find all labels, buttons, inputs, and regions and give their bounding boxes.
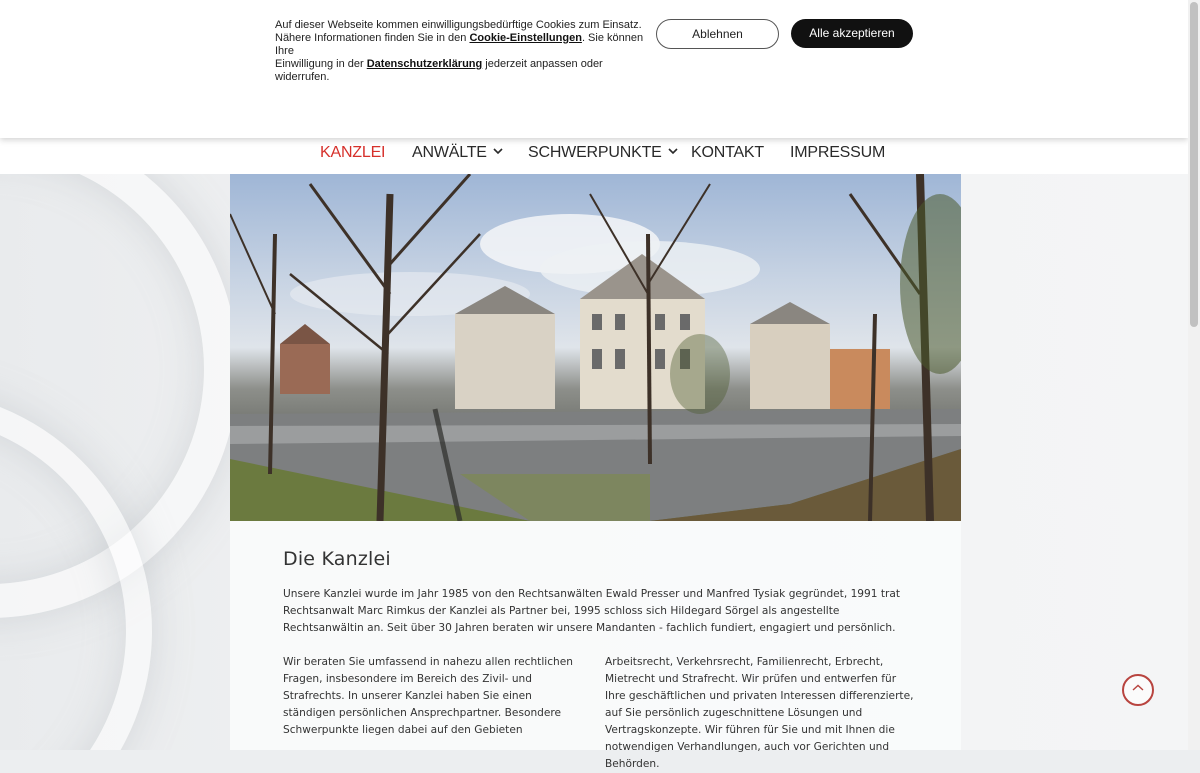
chevron-up-icon <box>1132 684 1144 692</box>
nav-item-label: KONTAKT <box>691 144 764 161</box>
vertical-scrollbar[interactable] <box>1188 0 1200 750</box>
page-title: Die Kanzlei <box>283 548 391 570</box>
nav-item-kontakt[interactable] <box>691 138 764 168</box>
scroll-to-top-button[interactable] <box>1122 674 1154 706</box>
cookie-settings-link[interactable]: Cookie-Einstellungen <box>469 32 582 44</box>
accept-all-cookies-button[interactable]: Alle akzeptieren <box>791 19 913 48</box>
decline-cookies-button[interactable]: Ablehnen <box>656 19 779 49</box>
cookie-line-3-prefix: Einwilligung in der <box>275 58 367 70</box>
nav-item-kanzlei[interactable] <box>320 138 385 168</box>
nav-item-anwaelte[interactable] <box>412 138 503 168</box>
chevron-down-icon <box>493 148 503 155</box>
cookie-line-3-suffix: jederzeit anpassen oder widerrufen. <box>275 58 603 83</box>
services-paragraph-right: Arbeitsrecht, Verkehrsrecht, Familienrecht, Erbrecht, Mietrecht und Strafrecht. Wir prüfen und entwerfen für Ihre geschäftlichen und privaten Interessen differenzierte, auf Sie persönlich zugeschnittene Lösungen und Vertragskonzepte. Wir führen für Sie und mit Ihnen die notwendigen Verhandlungen, auch vor Gerichten und Behörden. <box>605 656 914 770</box>
intro-paragraph: Unsere Kanzlei wurde im Jahr 1985 von den Rechtsanwälten Ewald Presser und Manfred Tysiak gegründet, 1991 trat Rechtsanwalt Marc Rimkus der Kanzlei als Partner bei, 1995 schloss sich Hildegard Sörgel als angestellte Rechtsanwältin an. Seit über 30 Jahren beraten wir unsere Mandanten - fachlich fundiert, engagiert und persönlich. <box>283 588 901 634</box>
chevron-down-icon <box>668 148 678 155</box>
nav-item-label: KANZLEI <box>320 144 386 161</box>
cookie-line-1: Auf dieser Webseite kommen einwilligungsbedürftige Cookies zum Einsatz. <box>275 19 642 31</box>
nav-item-label: SCHWERPUNKTE <box>528 144 662 161</box>
scrollbar-thumb[interactable] <box>1190 2 1198 327</box>
cookie-line-2-suffix: . Sie können Ihre <box>275 32 644 57</box>
nav-item-impressum[interactable] <box>790 138 885 168</box>
main-navigation <box>0 138 1188 174</box>
hero-image-villa-street <box>230 174 961 521</box>
cookie-notice-text <box>275 19 645 84</box>
privacy-policy-link[interactable]: Datenschutzerklärung <box>366 58 483 70</box>
nav-item-schwerpunkte[interactable] <box>528 138 678 168</box>
nav-item-label: IMPRESSUM <box>790 144 886 161</box>
cookie-banner <box>0 0 1188 138</box>
services-paragraph-left: Wir beraten Sie umfassend in nahezu allen rechtlichen Fragen, insbesondere im Bereich des Zivil- und Strafrechts. In unserer Kanzlei haben Sie einen ständigen persönlichen Ansprechpartner. Besondere Schwerpunkte liegen dabei auf den Gebieten <box>283 656 573 736</box>
cookie-line-2-prefix: Nähere Informationen finden Sie in den <box>275 32 470 44</box>
nav-item-label: ANWÄLTE <box>412 144 487 161</box>
